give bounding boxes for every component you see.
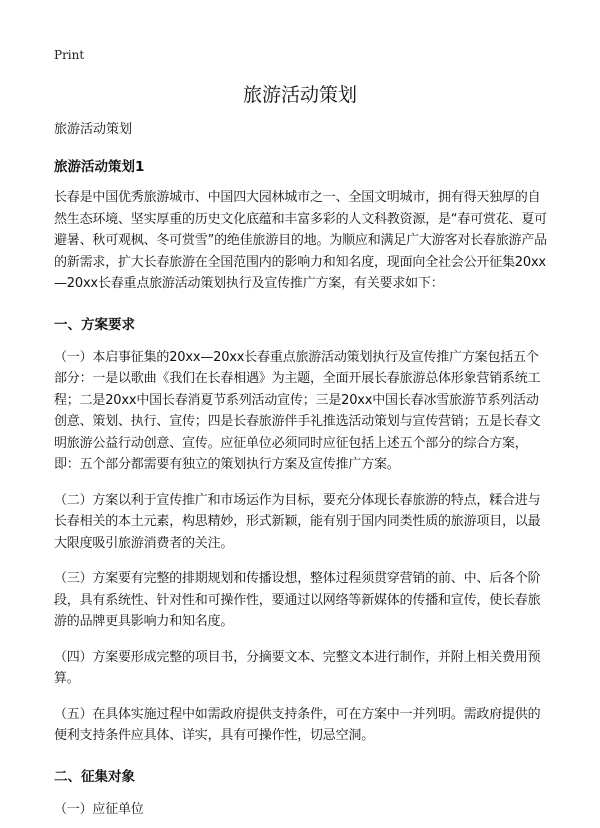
document-body	[54, 118, 550, 820]
intro-paragraph: 长春是中国优秀旅游城市、中国四大园林城市之一、全国文明城市，拥有得天独厚的自然生态环境、坚实厚重的历史文化底蕴和丰富多彩的人文科教资源，是“春可赏花、夏可避暑、秋可观枫、冬可赏雪”的绝佳旅游目的地。为顺应和满足广大游客对长春旅游产品的新需求，扩大长春旅游在全国范围内的影响力和知名度，现面向全社会公开征集20xx—20xx长春重点旅游活动策划执行及宣传推广方案，有关要求如下：	[54, 190, 547, 291]
requirement-2: （二）方案以利于宣传推广和市场运作为目标，要充分体现长春旅游的特点，糅合进与长春相关的本土元素，构思精妙，形式新颖，能有别于国内同类性质的旅游项目，以最大限度吸引旅游消费者的关注。	[54, 492, 541, 551]
document-subtitle: 旅游活动策划	[54, 122, 133, 137]
target-1: （一）应征单位	[54, 801, 144, 817]
heading-requirements: 一、方案要求	[54, 316, 135, 333]
requirement-3: （三）方案要有完整的排期规划和传播设想，整体过程须贯穿营销的前、中、后各个阶段，具有系统性、针对性和可操作性，要通过以网络等新媒体的传播和宣传，使长春旅游的品牌更具影响力和知名度。	[54, 571, 541, 629]
requirement-1: （一）本启事征集的20xx—20xx长春重点旅游活动策划执行及宣传推广方案包括五个部分：一是以歌曲《我们在长春相遇》为主题，全面开展长春旅游总体形象营销系统工程；二是20xx中国长春消夏节系列活动宣传；三是20xx中国长春冰雪旅游节系列活动创意、策划、执行、宣传；四是长春旅游伴手礼推选活动策划与宣传营销；五是长春文明旅游公益行动创意、宣传。应征单位必须同时应征包括上述五个部分的综合方案，即：五个部分都需要有独立的策划执行方案及宣传推广方案。	[54, 349, 541, 472]
section-heading-activity-1: 旅游活动策划1	[54, 159, 145, 175]
document-title: 旅游活动策划	[242, 84, 357, 106]
requirement-4: （四）方案要形成完整的项目书，分摘要文本、完整文本进行制作，并附上相关费用预算。	[54, 649, 541, 686]
heading-targets: 二、征集对象	[54, 768, 135, 785]
requirement-5: （五）在具体实施过程中如需政府提供支持条件，可在方案中一并列明。需政府提供的便利支持条件应具体、详实，具有可操作性，切忌空洞。	[54, 706, 541, 743]
print-link[interactable]: Print	[54, 48, 85, 62]
